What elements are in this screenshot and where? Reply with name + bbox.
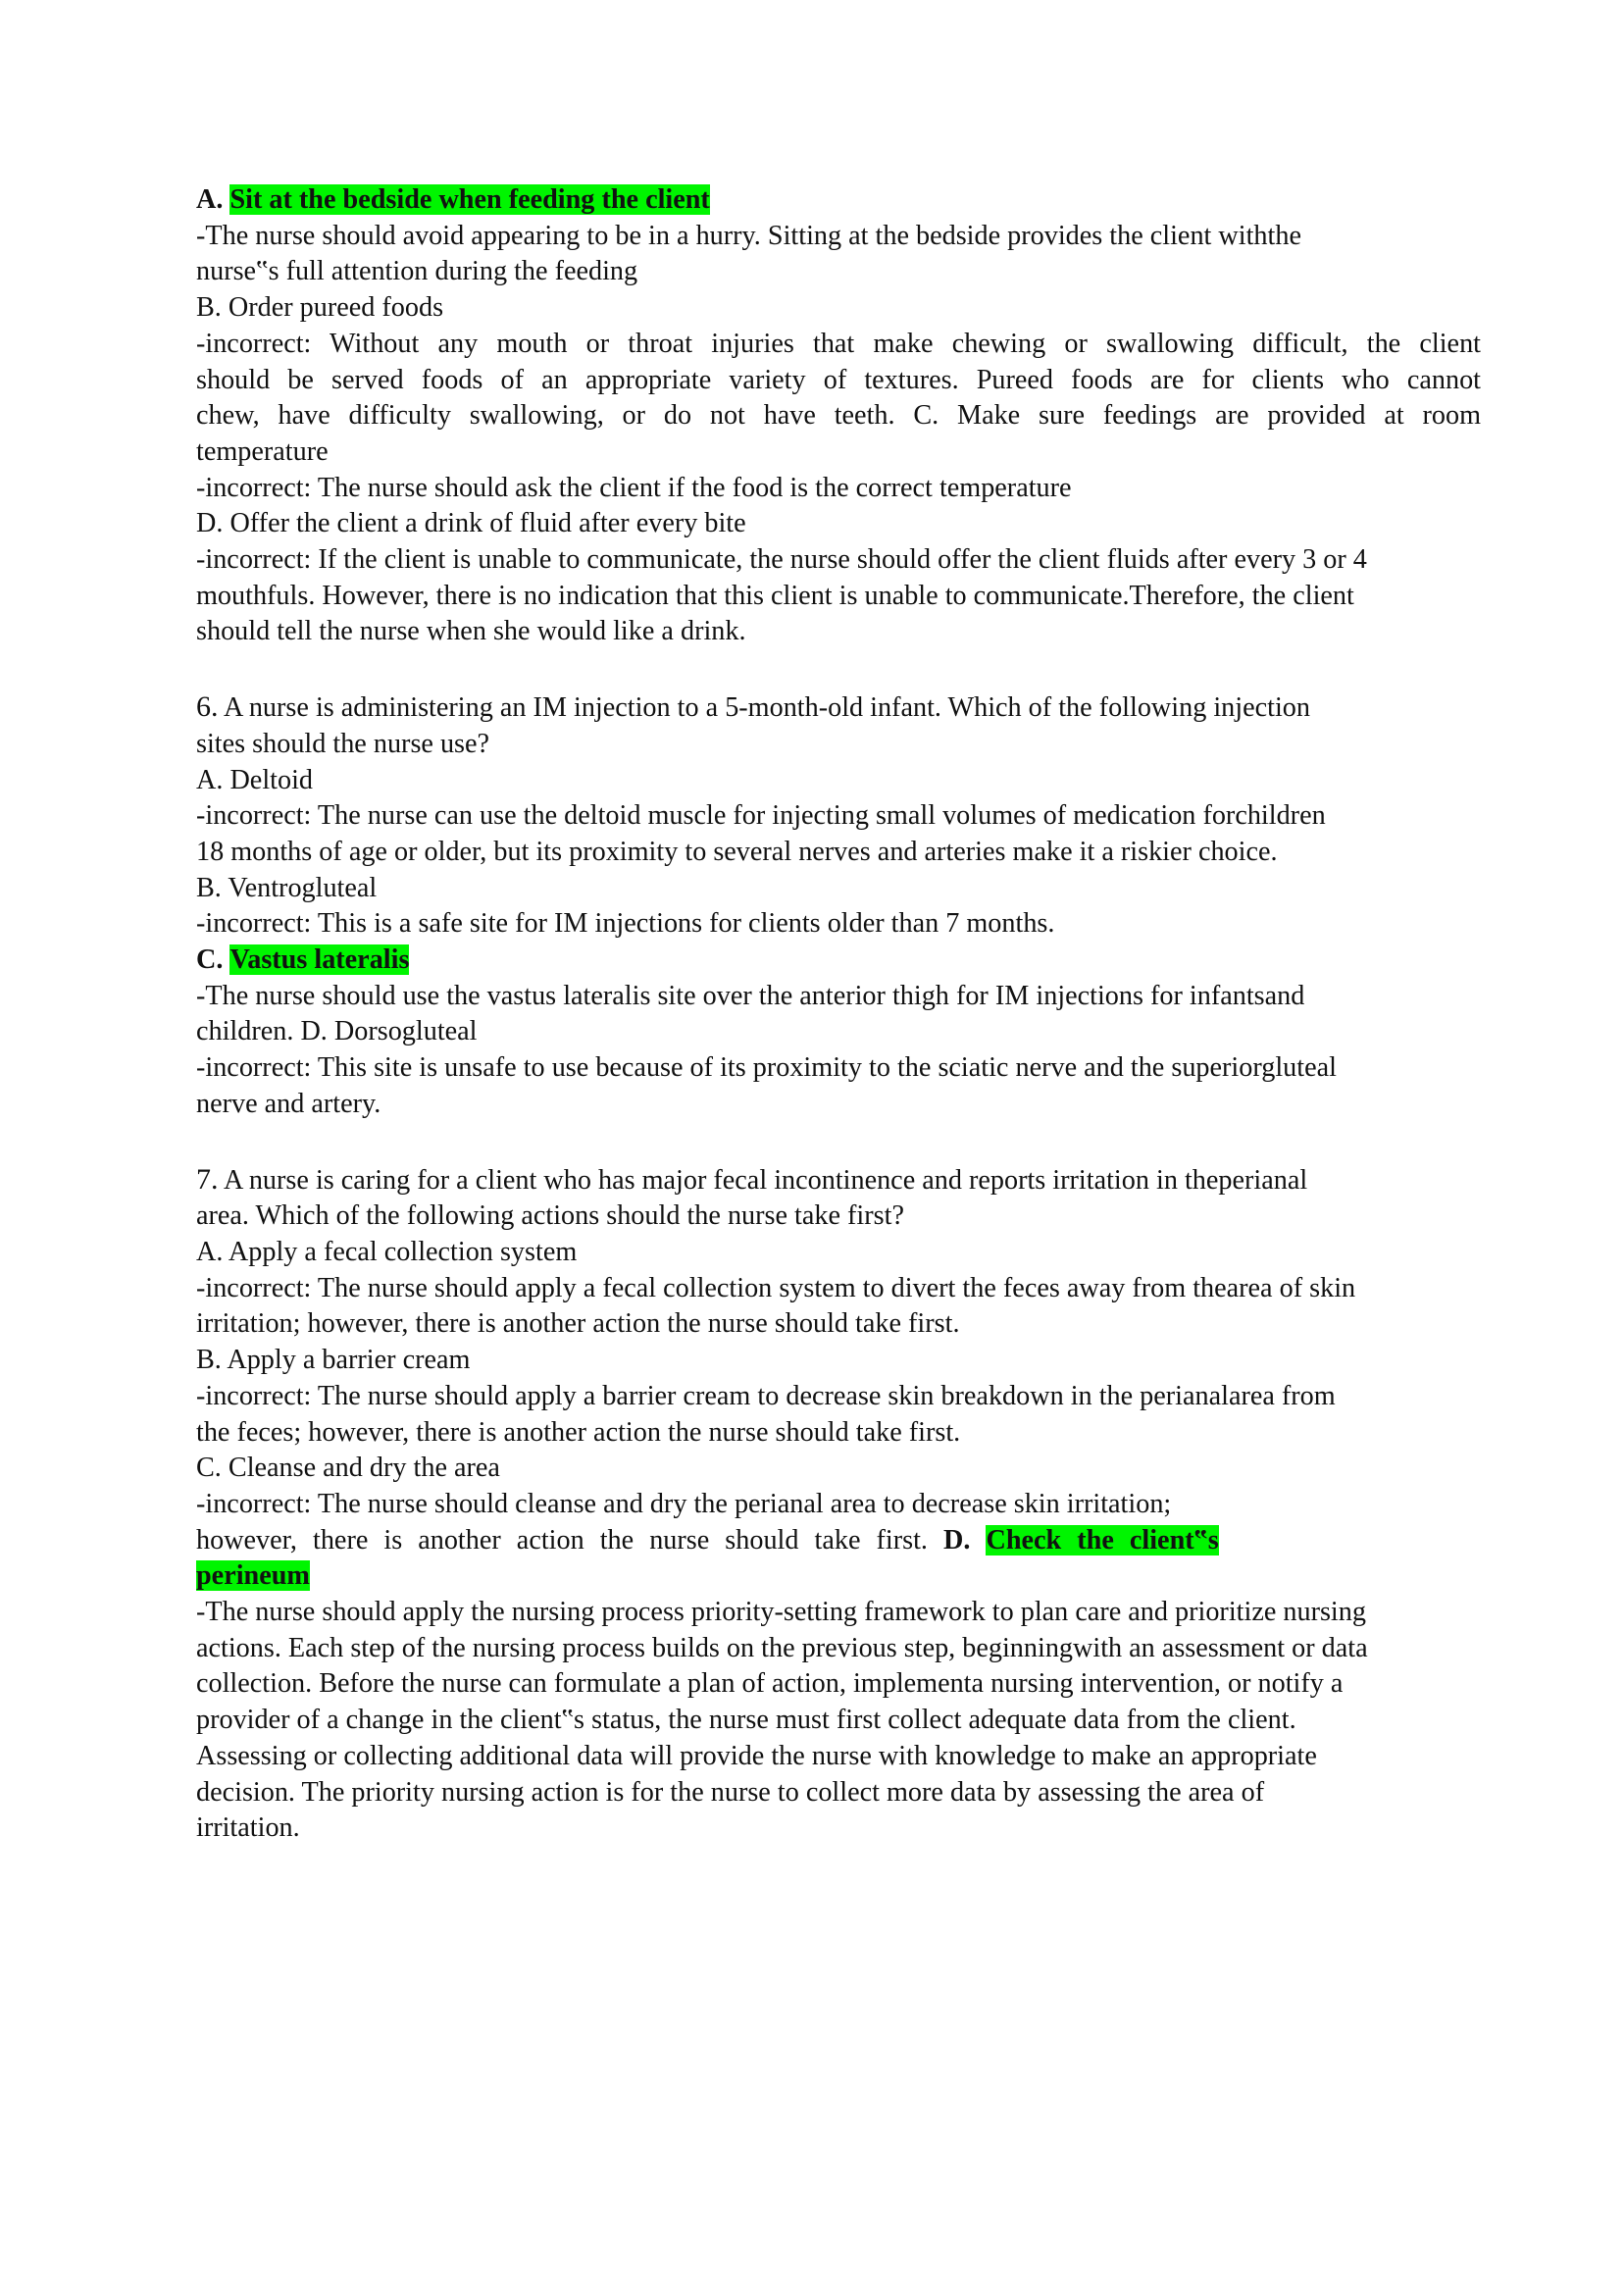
explanation-line: should be served foods of an appropriate variety of textures. Pureed foods are for clients who cannot (196, 364, 1481, 395)
explanation-line: actions. Each step of the nursing process builds on the previous step, beginningwith an assessment or data (196, 1632, 1368, 1663)
question-number: 6. (196, 690, 219, 724)
correct-answer-highlight: Sit at the bedside when feeding the client (229, 184, 710, 215)
explanation-line: -incorrect: The nurse should apply a fecal collection system to divert the feces away from thearea of skin (196, 1272, 1356, 1303)
correct-answer-highlight: Check the client‟s (986, 1524, 1219, 1556)
explanation-line: irritation; however, there is another action the nurse should take first. (196, 1308, 960, 1340)
explanation-line: -The nurse should apply the nursing process priority-setting framework to plan care and prioritize nursing (196, 1597, 1366, 1628)
option-b: B. Ventrogluteal (196, 872, 378, 903)
explanation-line: however, there is another action the nurse should take first. (196, 1524, 928, 1556)
explanation-line: children. D. Dorsogluteal (196, 1016, 478, 1047)
question-number: 7. (196, 1162, 219, 1196)
explanation-line: chew, have difficulty swallowing, or do not have teeth. C. Make sure feedings are provided at room (196, 400, 1481, 432)
option-c-correct (196, 943, 1481, 979)
explanation-line: collection. Before the nurse can formulate a plan of action, implementa nursing intervention, or notify a (196, 1668, 1344, 1700)
explanation-line: -incorrect: This site is unsafe to use because of its proximity to the sciatic nerve and the superiorgluteal (196, 1052, 1337, 1084)
question-7 (196, 1162, 1481, 1847)
option-letter: A. (196, 184, 224, 215)
question-5-continuation (196, 182, 1481, 650)
option-letter: D. (943, 1524, 971, 1556)
explanation-line: irritation. (196, 1812, 300, 1844)
option-d-correct-continuation (196, 1558, 1481, 1595)
explanation-line: -incorrect: The nurse should apply a barrier cream to decrease skin breakdown in the perianalarea from (196, 1380, 1336, 1411)
option-a: A. Apply a fecal collection system (196, 1236, 578, 1267)
option-b: B. Order pureed foods (196, 292, 444, 324)
explanation-line: -incorrect: This is a safe site for IM injections for clients older than 7 months. (196, 908, 1055, 940)
explanation-line: -The nurse should use the vastus lateralis site over the anterior thigh for IM injections for infantsand (196, 980, 1305, 1011)
option-c: C. Cleanse and dry the area (196, 1453, 500, 1484)
option-d: D. Offer the client a drink of fluid after every bite (196, 508, 746, 539)
explanation-line: mouthfuls. However, there is no indication that this client is unable to communicate.Therefore, the client (196, 580, 1354, 611)
explanation-line: 18 months of age or older, but its proximity to several nerves and arteries make it a riskier choice. (196, 836, 1278, 867)
correct-answer-highlight: perineum (196, 1560, 310, 1592)
option-letter: C. (196, 944, 224, 976)
explanation-line: -incorrect: If the client is unable to communicate, the nurse should offer the client fluids after every 3 or 4 (196, 544, 1367, 576)
explanation-line: should tell the nurse when she would like a drink. (196, 616, 746, 647)
option-a: A. Deltoid (196, 764, 313, 795)
question-stem (196, 689, 1481, 727)
explanation-line: provider of a change in the client‟s status, the nurse must first collect adequate data from the client. (196, 1705, 1296, 1736)
explanation-line: the feces; however, there is another action the nurse should take first. (196, 1416, 961, 1448)
option-d-correct-line (196, 1523, 1481, 1559)
question-6 (196, 689, 1481, 1122)
explanation-line: temperature (196, 435, 329, 467)
correct-answer-highlight: Vastus lateralis (229, 944, 410, 976)
explanation-line: Assessing or collecting additional data will provide the nurse with knowledge to make an appropriate (196, 1740, 1317, 1771)
explanation-line: nurse‟s full attention during the feeding (196, 256, 638, 287)
question-stem (196, 1162, 1481, 1199)
question-stem-text: A nurse is administering an IM injection to a 5-month-old infant. Which of the following injection (218, 692, 1310, 724)
explanation-line: -incorrect: The nurse can use the deltoid muscle for injecting small volumes of medication forchildren (196, 800, 1326, 832)
explanation-line: -incorrect: The nurse should ask the client if the food is the correct temperature (196, 472, 1072, 503)
question-stem-text: area. Which of the following actions should the nurse take first? (196, 1200, 904, 1232)
question-stem-text: A nurse is caring for a client who has major fecal incontinence and reports irritation in theperianal (218, 1164, 1308, 1196)
option-a-correct (196, 182, 1481, 219)
explanation-line: decision. The priority nursing action is for the nurse to collect more data by assessing the area of (196, 1776, 1265, 1808)
document-page (196, 182, 1481, 1847)
explanation-line: nerve and artery. (196, 1088, 381, 1119)
explanation-line: -incorrect: Without any mouth or throat injuries that make chewing or swallowing difficult, the client (196, 328, 1481, 359)
question-stem-text: sites should the nurse use? (196, 728, 490, 759)
explanation-line: -The nurse should avoid appearing to be in a hurry. Sitting at the bedside provides the client withthe (196, 220, 1301, 251)
explanation-line: -incorrect: The nurse should cleanse and dry the perianal area to decrease skin irritation; (196, 1488, 1172, 1519)
option-b: B. Apply a barrier cream (196, 1345, 471, 1376)
